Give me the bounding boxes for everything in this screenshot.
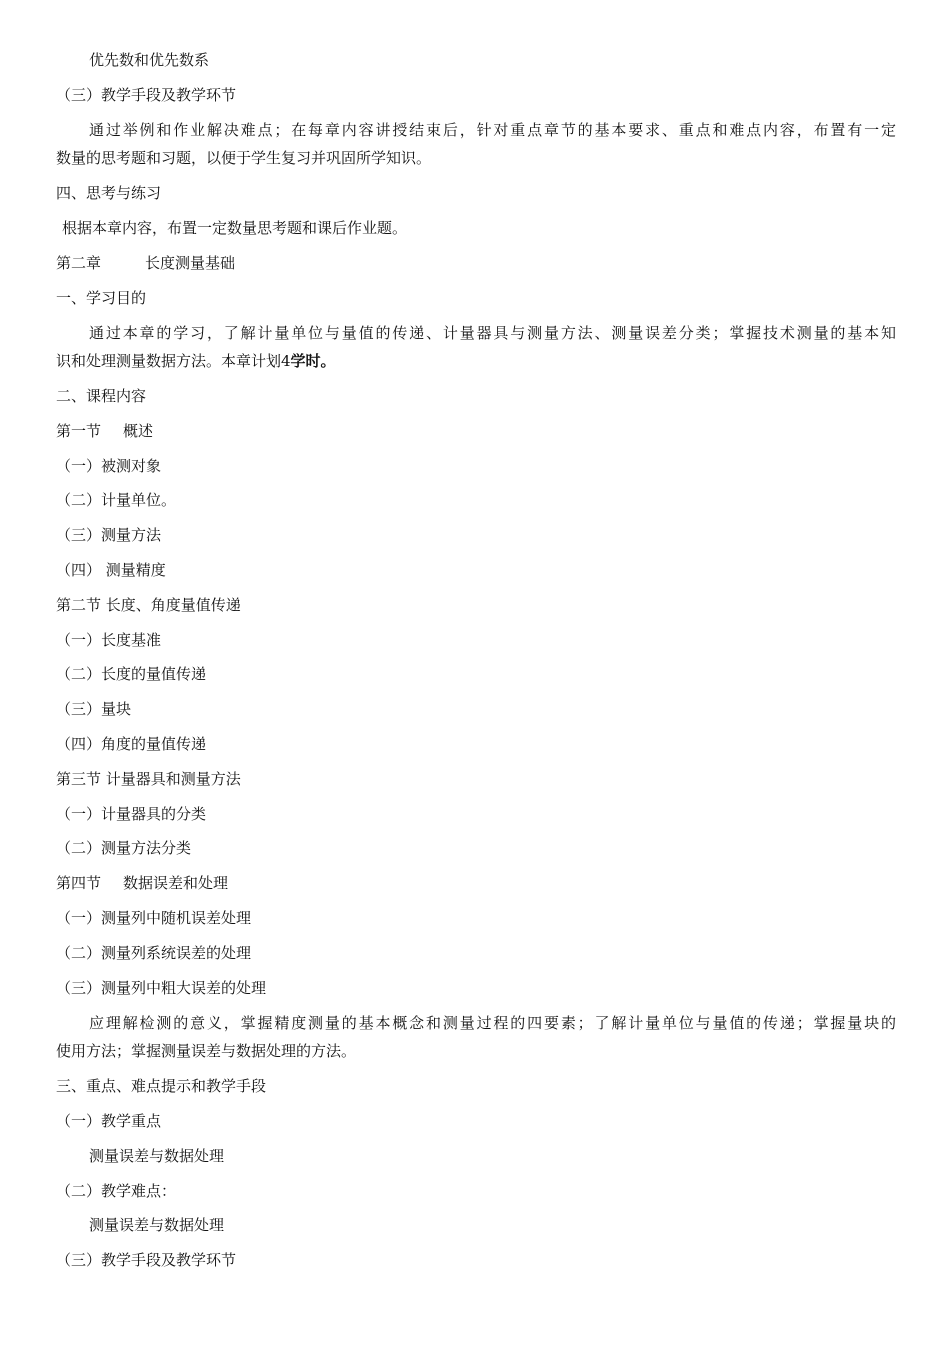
paragraph-line: 数量的思考题和习题，以便于学生复习并巩固所学知识。 [56, 149, 432, 167]
chapter-title: 长度测量基础 [145, 254, 236, 272]
list-item: （二）测量列系统误差的处理 [56, 944, 252, 962]
list-item: （一）被测对象 [56, 457, 162, 475]
list-item: （三）测量方法 [56, 526, 162, 544]
list-item: （一）计量器具的分类 [56, 805, 207, 823]
chapter-number: 第二章 [56, 254, 102, 272]
hours-emphasis: 学时。 [290, 352, 336, 370]
subsection-number: 第一节 [56, 422, 102, 440]
list-item: （一）测量列中随机误差处理 [56, 909, 252, 927]
paragraph-text: 识和处理测量数据方法。本章计划4 [56, 352, 291, 370]
section-heading: 四、思考与练习 [56, 184, 162, 202]
paragraph-line: 使用方法；掌握测量误差与数据处理的方法。 [56, 1042, 357, 1060]
subsection-title: 概述 [123, 422, 154, 440]
list-item: （三）教学手段及教学环节 [56, 1251, 237, 1269]
section-heading: （三）教学手段及教学环节 [56, 86, 237, 104]
list-item: （二）教学难点： [56, 1182, 177, 1200]
list-item: （一）教学重点 [56, 1112, 162, 1130]
paragraph [56, 323, 896, 371]
text-line: 根据本章内容，布置一定数量思考题和课后作业题。 [62, 219, 408, 237]
chapter-heading [56, 253, 235, 273]
paragraph [56, 120, 896, 168]
list-item: （三）量块 [56, 700, 132, 718]
subsection-title: 数据误差和处理 [123, 874, 229, 892]
subsection-number: 第四节 [56, 874, 102, 892]
subsection-heading [56, 873, 228, 893]
list-item: （二）长度的量值传递 [56, 665, 207, 683]
list-item: （四） 测量精度 [56, 561, 166, 579]
subsection-heading: 第三节 计量器具和测量方法 [56, 770, 241, 788]
subsection-heading: 第二节 长度、角度量值传递 [56, 596, 241, 614]
paragraph-line: 通过本章的学习，了解计量单位与量值的传递、计量器具与测量方法、测量误差分类；掌握技术测量的基本知 [89, 324, 896, 342]
text-line: 测量误差与数据处理 [89, 1216, 225, 1234]
text-line: 测量误差与数据处理 [89, 1147, 225, 1165]
text-line: 优先数和优先数系 [89, 51, 210, 69]
section-heading: 二、课程内容 [56, 387, 147, 405]
list-item: （一）长度基准 [56, 631, 162, 649]
section-heading: 一、学习目的 [56, 289, 147, 307]
subsection-heading [56, 421, 153, 441]
list-item: （四）角度的量值传递 [56, 735, 207, 753]
paragraph-line [56, 351, 896, 371]
paragraph [56, 1013, 896, 1061]
list-item: （三）测量列中粗大误差的处理 [56, 979, 267, 997]
list-item: （二）计量单位。 [56, 491, 177, 509]
paragraph-line: 应理解检测的意义，掌握精度测量的基本概念和测量过程的四要素；了解计量单位与量值的传递；掌握量块的 [89, 1014, 896, 1032]
paragraph-line: 通过举例和作业解决难点；在每章内容讲授结束后，针对重点章节的基本要求、重点和难点内容，布置有一定 [89, 121, 896, 139]
list-item: （二）测量方法分类 [56, 839, 192, 857]
section-heading: 三、重点、难点提示和教学手段 [56, 1077, 267, 1095]
